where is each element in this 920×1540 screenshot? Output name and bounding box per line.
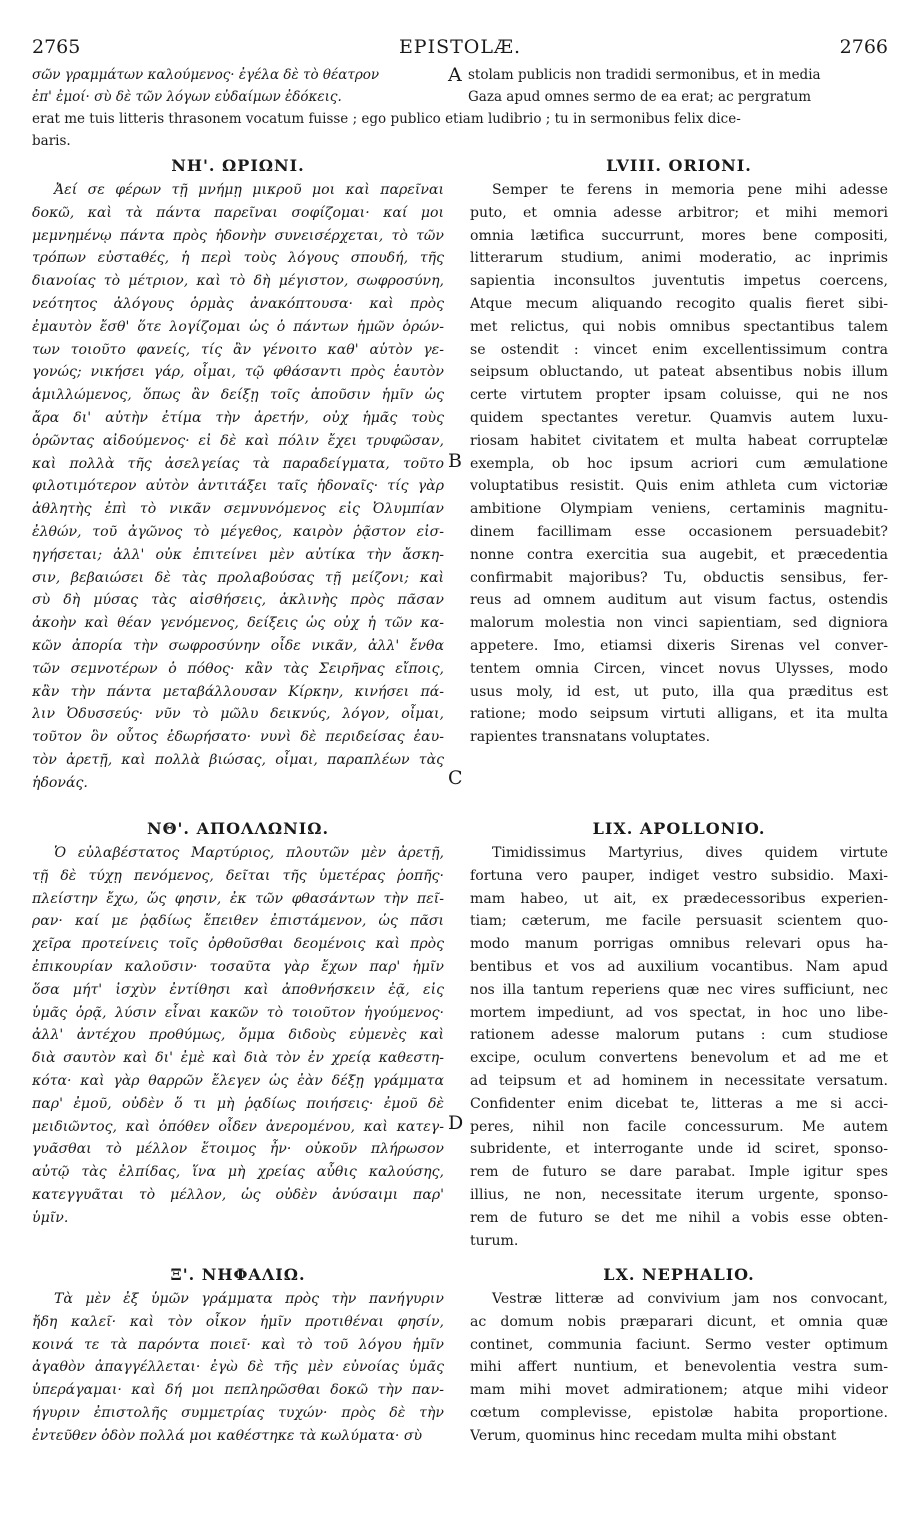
letter-58-latin-line: Semper te ferens in memoria pene mihi adesse [492, 182, 888, 198]
letter-58-latin-line: confirmabit majoribus? Tu, obductis sensibus, fer- [470, 569, 888, 586]
letter-59-latin-line: illius, ne non, necessitate iterum urgente, sponso- [470, 1186, 888, 1203]
letter-58-greek-line: ηγήσεται; ἀλλ' οὐκ ἐπιτείνει μὲν αὐτίκα τὴν ἄσκη- [32, 546, 444, 563]
letter-58-greek-line: νεότητος ἀλόγους ὁρμὰς ἀνακόπτουσα· καὶ πρὸς [32, 295, 444, 312]
letter-58-greek-body [32, 179, 444, 795]
letter-58-greek-line: γονώς; νικήσει γάρ, οἶμαι, τῷ φθάσαντι πρὸς ἑαυτὸν [32, 364, 444, 381]
letter-59-greek-line: κότα· καὶ γὰρ θαρρῶν ἔλεγεν ὡς ἐὰν δέξῃ γράμματα [32, 1072, 444, 1089]
letter-58-latin-line: rapientes transnatans voluptates. [470, 729, 711, 746]
carryover-full-line: baris. [32, 133, 71, 149]
letter-59-latin-line: turum. [470, 1232, 519, 1249]
margin-marker-c: C [448, 767, 463, 789]
running-header [32, 36, 888, 58]
letter-60-latin-line: continet, communia faciunt. Sermo vester optimum [470, 1336, 888, 1353]
letter-60-greek-line: ἤδη καλεῖ· καὶ τὸν οἶκον ἡμῖν προτιθέναι φησίν, [32, 1313, 444, 1330]
letter-58-greek-line: καὶ πολλὰ τῆς ἀσελγείας τὰ παραδείγματα, τοῦτο [32, 455, 444, 472]
letter-59-latin-line: mortem impediunt, ad vos spectat, in hoc uno libe- [470, 1004, 888, 1021]
letter-58-greek-line: ἡδονάς. [32, 774, 88, 791]
letter-58-greek-line: μεμνημένῳ πάντα πρὸς ἡδονὴν συνεισέρχεται, τὸ τῶν [32, 227, 444, 244]
letter-58-latin-line: ratione; modo seipsum virtuti alligans, et ita multa [470, 706, 888, 723]
letter-58-latin-line: malorum molestia non vinci sapientiam, sed digniora [470, 615, 888, 632]
letter-60-greek-title: Ξ'. ΝΗΦΑΛΙΩ. [170, 1265, 306, 1284]
letter-58-latin-line: sapientia inconsultos juventutis impetus coercens, [470, 273, 888, 290]
letter-59-latin-line: bentibus et vos ad auxilium vocantibus. Nam apud [470, 958, 888, 975]
letter-59-latin-line: Confidenter enim dicebat te, litteras a me si acci- [470, 1095, 888, 1112]
letter-60-greek [32, 1262, 444, 1448]
letter-59-latin-line: fortuna vero pauper, indiget vestro subsidio. Maxi- [470, 867, 888, 884]
carryover-full-width [32, 108, 888, 152]
letter-59-latin-title: LIX. APOLLONIO. [592, 819, 766, 838]
letter-58-greek-line: σιν, βεβαιώσει δὲ τὰς προλαβούσας τῇ μείζονι; καὶ [32, 569, 444, 586]
letter-59-latin-line: subridente, et interrogante unde id sciret, sponso- [470, 1141, 888, 1158]
letter-58-greek-line: τὸν ἀρετῇ, καὶ πολλὰ βιώσας, οἶμαι, παραπλέων τὰς [32, 751, 444, 768]
letter-59-latin-line: tiam; cæterum, me facile persuasit scientem quo- [470, 913, 888, 930]
letter-59-latin-line: modo manum porrigas omnibus relevari opus ha- [470, 936, 888, 953]
letter-58-greek-line: τῶν σεμνοτέρων ὁ πόθος· κἂν τὰς Σειρῆνας εἴποις, [32, 660, 444, 677]
letter-60-latin-title: LX. NEPHALIO. [603, 1265, 755, 1284]
letter-59-greek-line: ὅσα μήτ' ἰσχὺν ἐντίθησι καὶ ἀποθνήσκειν ἐᾷ, εἰς [32, 981, 444, 998]
letter-60-latin-body [470, 1288, 888, 1448]
letter-59-greek-body [32, 842, 444, 1230]
letter-58-greek-line: φιλοτιμότερον αὐτὸν ἀντιτάξει ταῖς ἡδοναῖς· τίς γὰρ [32, 478, 444, 495]
carryover-full-line: erat me tuis litteris thrasonem vocatum fuisse ; ego publico etiam ludibrio ; tu in sermonibus felix dice- [32, 111, 741, 127]
letter-58-greek-line: σὺ δὴ μύσας τὰς αἰσθήσεις, ἀκλινὴς πρὸς πᾶσαν [32, 592, 444, 609]
letter-58-latin-line: quidem spectantes veretur. Quamvis autem luxu- [470, 409, 888, 426]
letter-59-latin-line: mam habeo, ut ait, ex prædecessoribus experien- [470, 890, 888, 907]
letter-59-greek-line: ὑμῖν. [32, 1209, 69, 1226]
running-title: EPISTOLÆ. [398, 36, 522, 58]
letter-60-greek-line: Τὰ μὲν ἐξ ὑμῶν γράμματα πρὸς τὴν πανήγυριν [54, 1291, 444, 1307]
letter-58-greek-line: δοκῶ, καὶ τὰ πάντα παρεῖναι σοφίζομαι· καί μοι [32, 204, 444, 221]
letter-58-greek-title: ΝΗ'. ΩΡΙΩΝΙ. [171, 156, 305, 175]
letter-59-greek-line: πλείστην ἔχω, ὥς φησιν, ἐκ τῶν φθασάντων τὴν πεῖ- [32, 890, 444, 907]
letter-58-latin-line: dinem facillimam esse occasionem persuadebit? [470, 523, 888, 540]
letter-58-latin-line: litterarum studium, animi moderatio, ac inprimis [470, 250, 888, 267]
letter-59-greek-title: ΝΘ'. ΑΠΟΛΛΩΝΙΩ. [146, 819, 330, 838]
carryover-latin-line: stolam publicis non tradidi sermonibus, et in media [468, 67, 821, 83]
carryover-greek-line: σῶν γραμμάτων καλούμενος· ἐγέλα δὲ τὸ θέατρον [32, 67, 380, 83]
letter-59-greek-line: διὰ σαυτὸν καὶ δι' ἐμὲ καὶ διὰ τὸν ἐν χρείᾳ καθεστη- [32, 1050, 444, 1067]
letter-60-greek-line: κοινά τε τὰ παρόντα ποιεῖ· καὶ τὸ τοῦ λόγου ἡμῖν [32, 1336, 444, 1353]
margin-marker-b: B [448, 450, 462, 472]
letter-60-latin-line: mam mihi movet admirationem; atque mihi videor [470, 1382, 888, 1399]
page-number-right: 2766 [839, 36, 888, 58]
letter-58-greek-line: ἁμιλλώμενος, ὅπως ἂν δείξῃ τοῖς ἀποῦσιν ἡμῖν ὡς [32, 387, 444, 404]
letter-58-latin-line: puto, et omnia adesse arbitror; et mihi memori [470, 204, 888, 221]
letter-58-latin-line: tentem omnia Circen, vincet novus Ulysses, modo [470, 660, 888, 677]
letter-58-greek-line: ἀκοὴν καὶ θέαν γενόμενος, δείξεις ὡς οὐχ ἡ τῶν κα- [32, 615, 444, 632]
letter-59-latin-line: rationem adesse malorum putans : cum studiose [470, 1027, 888, 1044]
letter-58-latin-line: omnia lætifica succurrunt, mores bene compositi, [470, 227, 888, 244]
letter-58-greek-line: κῶν ἀπορία τὴν σωφροσύνην οἶδε νικᾶν, ἀλλ' ἔνθα [32, 637, 444, 654]
letter-60-greek-line: ἀγαθὸν ἀπαγγέλλεται· ἐγὼ δὲ τῆς μὲν εὐνοίας ὑμᾶς [32, 1359, 444, 1376]
letter-59-greek-line: ἐπικουρίαν καλοῦσιν· τοσαῦτα γὰρ ἔχων παρ' ἡμῖν [32, 958, 444, 975]
letter-59-latin-line: Timidissimus Martyrius, dives quidem virtute [492, 845, 888, 861]
letter-58-latin [470, 153, 888, 749]
letter-58-greek-line: Ἀεί σε φέρων τῇ μνήμῃ μικροῦ μοι καὶ παρεῖναι [54, 182, 444, 198]
letter-59-latin-line: rem de futuro se det me nihil a vobis esse obten- [470, 1209, 888, 1226]
letter-58-latin-title: LVIII. ORIONI. [606, 156, 752, 175]
letter-60-greek-line: ήγυριν ἐπιστολῆς συμμετρίας τυχών· πρὸς δὲ τὴν [32, 1404, 444, 1421]
letter-59-greek-line: κατεγγυᾶται τὸ μέλλον, ὡς οὐδὲν ἀνύσαιμι παρ' [32, 1186, 444, 1203]
letter-60-latin-line: Verum, quominus hinc recedam multa mihi obstant [470, 1427, 837, 1444]
letter-59-greek-line: ραν· καί με ῥᾳδίως ἔπειθεν ἐπιστάμενον, ὡς πᾶσι [32, 913, 444, 930]
page-number-left: 2765 [32, 36, 81, 58]
letter-59-greek-line: τῇ δὲ τύχῃ πενόμενος, δεῖται τῆς ὑμετέρας ῥοπῆς· [32, 867, 444, 884]
letter-59-greek [32, 816, 444, 1230]
letter-59-greek-line: Ὁ εὐλαβέστατος Μαρτύριος, πλουτῶν μὲν ἀρετῇ, [54, 845, 444, 861]
letter-60-greek-body [32, 1288, 444, 1448]
letter-60-latin-line: Vestræ litteræ ad convivium jam nos convocant, [492, 1291, 888, 1307]
letter-59-latin-line: excipe, oculum convertens benevolum et ad me et [470, 1050, 888, 1067]
letter-59-latin-line: rem de futuro se dare parabat. Imple igitur spes [470, 1164, 888, 1181]
letter-59-latin-body [470, 842, 888, 1252]
letter-58-greek-line: ἐμαυτὸν ἔσθ' ὅτε λογίζομαι ὡς ὁ πάντων ἡμῶν ὁρών- [32, 318, 444, 335]
letter-58-latin-line: usus moly, id est, ut puto, illa qua præditus est [470, 683, 888, 700]
letter-58-latin-line: reus ad omnem auditum aut visum factus, ostendis [470, 592, 888, 609]
letter-58-greek-line: λιν Ὀδυσσεύς· νῦν τὸ μῶλυ δεικνύς, λόγον, οἶμαι, [32, 706, 444, 723]
letter-58-greek-line: ἄρα δι' αὐτὴν ἐτίμα τὴν ἀρετήν, οὐχ ἡμᾶς τοὺς [32, 409, 444, 426]
letter-58-latin-line: appetere. Imo, etiamsi dixeris Sirenas vel conver- [470, 637, 888, 654]
letter-58-latin-line: seipsum obluctando, ut pateat absentibus nobis illum [470, 364, 888, 381]
carryover-latin-line: Gaza apud omnes sermo de ea erat; ac pergratum [468, 89, 812, 105]
letter-59-greek-line: χεῖρα προτείνεις τοῖς ὀρθοῦσθαι δεομένοις καὶ πρὸς [32, 936, 444, 953]
letter-59-latin-line: peres, nihil non facile concessurum. Me autem [470, 1118, 888, 1135]
margin-marker-d: D [448, 1112, 464, 1134]
letter-58-latin-line: certe virtutem propter ipsam coluisse, qui ne nos [470, 387, 888, 404]
letter-58-latin-line: Atque mecum aliquando recogito qualis fieret sibi- [470, 295, 888, 312]
letter-58-greek-line: τοῦτον ὃν οὗτος ἐδωρήσατο· νυνὶ δὲ περιδείσας ἑαυ- [32, 729, 444, 746]
letter-58-latin-line: riosam habitet civitatem et multa habeat corruptelæ [470, 432, 888, 449]
letter-58-latin-line: voluptatibus resistit. Quis enim athleta cum victoriæ [470, 478, 888, 495]
letter-58-greek-line: ἐλθών, τοῦ ἀγῶνος τὸ μέγεθος, καιρὸν ῥᾷστον εἰσ- [32, 523, 444, 540]
letter-59-latin-line: ad teipsum et ad hominem in necessitate versatum. [470, 1072, 888, 1089]
letter-58-greek-line: ὁρῶντας αἰδούμενος· εἰ δὲ καὶ πόλιν ἔχει τρυφῶσαν, [32, 432, 444, 449]
letter-58-greek-line: διανοίας τὸ μέτριον, καὶ τὸ δὴ μέγιστον, σωφροσύνη, [32, 273, 444, 290]
letter-58-latin-line: se ostendit : vincet enim excellentissimum contra [470, 341, 888, 358]
margin-marker-a: A [448, 64, 462, 86]
letter-60-latin [470, 1262, 888, 1448]
letter-58-greek [32, 153, 444, 795]
letter-59-latin-line: nos illa tantum reperiens quæ nec vires sufficiunt, nec [470, 981, 888, 998]
letter-58-greek-line: κἂν τὴν πάντα μεταβάλλουσαν Κίρκην, κινήσει πά- [32, 683, 444, 700]
letter-59-greek-line: αὐτῷ τὰς ἐλπίδας, ἵνα μὴ χρείας αὖθις καλούσης, [32, 1164, 444, 1181]
letter-60-latin-line: ac domum nobis præparari dicunt, et omnia quæ [470, 1313, 888, 1330]
letter-58-greek-line: των τοιοῦτο φανείς, τίς ἂν γένοιτο καθ' αὑτὸν γε- [32, 341, 444, 358]
carryover-line [32, 86, 888, 108]
letter-58-greek-line: τρόπων εὐσταθές, ἡ περὶ τοὺς λόγους σπουδή, τῆς [32, 250, 444, 267]
letter-58-latin-line: met relictus, qui nobis omnibus spectantibus talem [470, 318, 888, 335]
letter-59-latin [470, 816, 888, 1252]
letter-60-greek-line: ὑπεράγαμαι· καὶ δή μοι πεπληρῶσθαι δοκῶ τὴν παν- [32, 1382, 444, 1399]
letter-59-greek-line: μειδιῶντος, καὶ ὁπόθεν οἶδεν ἀνερομένου, καὶ κατεγ- [32, 1118, 444, 1135]
letter-58-latin-line: ambitione Olympiam veniens, certaminis magnitu- [470, 501, 888, 518]
letter-60-latin-line: mihi affert nuntium, et benevolentia vestra sum- [470, 1359, 888, 1376]
letter-58-latin-body [470, 179, 888, 749]
letter-58-latin-line: nonne contra exercitia sua augebit, et præcedentia [470, 546, 888, 563]
letter-58-latin-line: exempla, ob hoc ipsum acriori cum æmulatione [470, 455, 888, 472]
letter-58-greek-line: ἀθλητὴς ἐπὶ τὸ νικᾶν σεμνυνόμενος εἰς Ὀλυμπίαν [32, 501, 444, 518]
letter-59-greek-line: ἀλλ' ἀντέχου προθύμως, ὄμμα διδοὺς εὐμενὲς καὶ [32, 1027, 444, 1044]
letter-59-greek-line: παρ' ἐμοῦ, οὐδὲν ὅ τι μὴ ῥᾳδίως ποιήσεις· ἐμοῦ δὲ [32, 1095, 444, 1112]
carryover-greek-line: ἐπ' ἐμοί· σὺ δὲ τῶν λόγων εὐδαίμων ἐδόκεις. [32, 89, 342, 105]
letter-59-greek-line: ὑμᾶς ὁρᾷ, λύσιν εἶναι κακῶν τὸ τοιοῦτον ἡγούμενος· [32, 1004, 444, 1021]
letter-60-latin-line: cœtum complevisse, epistolæ habita proportione. [470, 1404, 888, 1421]
letter-59-greek-line: γυᾶσθαι τὸ μέλλον ἕτοιμος ἦν· οὐκοῦν πλήρωσον [32, 1141, 444, 1158]
letter-60-greek-line: ἐντεῦθεν ὁδὸν πολλά μοι καθέστηκε τὰ κωλύματα· σὺ [32, 1427, 423, 1444]
